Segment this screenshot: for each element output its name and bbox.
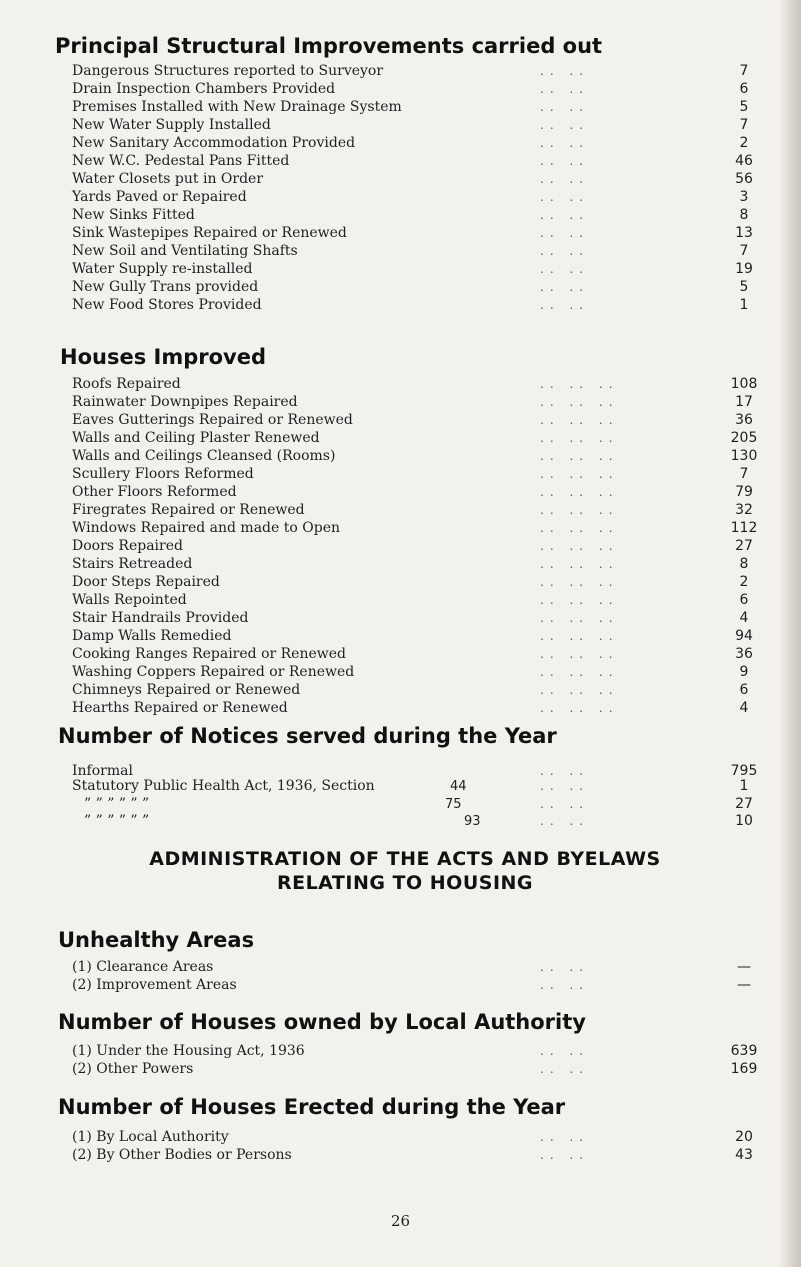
row-value: 27 bbox=[735, 796, 753, 812]
row-label: Scullery Floors Reformed bbox=[72, 466, 254, 482]
houses-row bbox=[0, 483, 801, 502]
structural-row bbox=[0, 152, 801, 171]
unhealthy-row bbox=[0, 976, 801, 995]
erected-row bbox=[0, 1146, 801, 1165]
houses-row bbox=[0, 681, 801, 700]
row-label: (1) Clearance Areas bbox=[72, 959, 214, 975]
row-value: 639 bbox=[730, 1043, 758, 1059]
row-label: Yards Paved or Repaired bbox=[72, 189, 247, 205]
structural-row bbox=[0, 224, 801, 243]
row-label: Sink Wastepipes Repaired or Renewed bbox=[72, 225, 347, 241]
unhealthy-row bbox=[0, 958, 801, 977]
row-value: 6 bbox=[739, 81, 749, 97]
houses-row bbox=[0, 591, 801, 610]
houses-row bbox=[0, 555, 801, 574]
structural-row bbox=[0, 116, 801, 135]
leader-dots: .. .. bbox=[540, 298, 590, 312]
row-value: 7 bbox=[739, 243, 749, 259]
houses-row bbox=[0, 519, 801, 538]
row-value: 4 bbox=[739, 610, 749, 626]
row-value: — bbox=[737, 977, 751, 993]
leader-dots: .. .. .. bbox=[540, 683, 619, 697]
row-label: New Water Supply Installed bbox=[72, 117, 271, 133]
row-label: New Sinks Fitted bbox=[72, 207, 195, 223]
row-value: 2 bbox=[739, 574, 749, 590]
leader-dots: .. .. .. bbox=[540, 539, 619, 553]
row-label: (1) Under the Housing Act, 1936 bbox=[72, 1043, 305, 1059]
leader-dots: .. .. bbox=[540, 280, 590, 294]
leader-dots: .. .. bbox=[540, 1130, 590, 1144]
leader-dots: .. .. .. bbox=[540, 485, 619, 499]
leader-dots: .. .. bbox=[540, 190, 590, 204]
owned-row bbox=[0, 1060, 801, 1079]
leader-dots: .. .. bbox=[540, 1062, 590, 1076]
row-value: 130 bbox=[730, 448, 758, 464]
row-label: Premises Installed with New Drainage System bbox=[72, 99, 402, 115]
administration-heading-line1: ADMINISTRATION OF THE ACTS AND BYELAWS bbox=[149, 848, 661, 870]
row-label: (1) By Local Authority bbox=[72, 1129, 229, 1145]
leader-dots: .. .. .. bbox=[540, 665, 619, 679]
leader-dots: .. .. .. bbox=[540, 557, 619, 571]
leader-dots: .. .. bbox=[540, 64, 590, 78]
houses-row bbox=[0, 447, 801, 466]
row-label: Washing Coppers Repaired or Renewed bbox=[72, 664, 355, 680]
leader-dots: .. .. .. bbox=[540, 575, 619, 589]
leader-dots: .. .. bbox=[540, 779, 590, 793]
erected-row bbox=[0, 1128, 801, 1147]
row-value: 6 bbox=[739, 682, 749, 698]
row-value: 27 bbox=[735, 538, 753, 554]
row-value: 36 bbox=[735, 412, 753, 428]
erected-heading: Number of Houses Erected during the Year bbox=[58, 1095, 566, 1119]
leader-dots: .. .. bbox=[540, 764, 590, 778]
row-value: 8 bbox=[739, 207, 749, 223]
row-label: Firegrates Repaired or Renewed bbox=[72, 502, 305, 518]
row-label: Stairs Retreaded bbox=[72, 556, 193, 572]
row-value: 205 bbox=[730, 430, 758, 446]
structural-row bbox=[0, 134, 801, 153]
structural-row bbox=[0, 188, 801, 207]
leader-dots: .. .. bbox=[540, 172, 590, 186]
structural-row bbox=[0, 260, 801, 279]
row-value: 1 bbox=[739, 297, 749, 313]
row-value: 20 bbox=[735, 1129, 753, 1145]
row-label: Walls and Ceiling Plaster Renewed bbox=[72, 430, 320, 446]
row-value: 7 bbox=[739, 466, 749, 482]
leader-dots: .. .. bbox=[540, 154, 590, 168]
row-label: New Food Stores Provided bbox=[72, 297, 262, 313]
row-value: 7 bbox=[739, 117, 749, 133]
structural-row bbox=[0, 62, 801, 81]
row-label: Eaves Gutterings Repaired or Renewed bbox=[72, 412, 353, 428]
row-value: 9 bbox=[739, 664, 749, 680]
leader-dots: .. .. bbox=[540, 960, 590, 974]
row-value: 2 bbox=[739, 135, 749, 151]
owned-row bbox=[0, 1042, 801, 1061]
leader-dots: .. .. .. bbox=[540, 521, 619, 535]
houses-row bbox=[0, 663, 801, 682]
row-label: Doors Repaired bbox=[72, 538, 183, 554]
row-value: 13 bbox=[735, 225, 753, 241]
row-label: Informal bbox=[72, 763, 133, 779]
ditto-marks: ” ” ” ” ” ” bbox=[84, 813, 150, 829]
section-number: 75 bbox=[445, 797, 462, 812]
notices-row-93 bbox=[0, 812, 801, 831]
leader-dots: .. .. bbox=[540, 226, 590, 240]
row-value: 19 bbox=[735, 261, 753, 277]
structural-row bbox=[0, 170, 801, 189]
leader-dots: .. .. bbox=[540, 797, 590, 811]
row-label: Walls Repointed bbox=[72, 592, 187, 608]
structural-heading: Principal Structural Improvements carried out bbox=[55, 34, 603, 58]
houses-row bbox=[0, 429, 801, 448]
leader-dots: .. .. bbox=[540, 118, 590, 132]
leader-dots: .. .. bbox=[540, 262, 590, 276]
row-label: Rainwater Downpipes Repaired bbox=[72, 394, 298, 410]
leader-dots: .. .. .. bbox=[540, 377, 619, 391]
row-label: Water Closets put in Order bbox=[72, 171, 264, 187]
row-label: Statutory Public Health Act, 1936, Section bbox=[72, 778, 375, 794]
row-value: 10 bbox=[735, 813, 753, 829]
leader-dots: .. .. .. bbox=[540, 611, 619, 625]
row-label: Windows Repaired and made to Open bbox=[72, 520, 340, 536]
row-value: 7 bbox=[739, 63, 749, 79]
row-value: 795 bbox=[730, 763, 758, 779]
row-label: (2) Improvement Areas bbox=[72, 977, 237, 993]
leader-dots: .. .. .. bbox=[540, 413, 619, 427]
leader-dots: .. .. .. bbox=[540, 467, 619, 481]
leader-dots: .. .. bbox=[540, 978, 590, 992]
row-label: Chimneys Repaired or Renewed bbox=[72, 682, 301, 698]
administration-heading-line2: RELATING TO HOUSING bbox=[276, 872, 534, 894]
row-label: Damp Walls Remedied bbox=[72, 628, 232, 644]
row-value: 5 bbox=[739, 99, 749, 115]
leader-dots: .. .. .. bbox=[540, 395, 619, 409]
row-label: (2) Other Powers bbox=[72, 1061, 194, 1077]
row-value: 5 bbox=[739, 279, 749, 295]
row-value: 56 bbox=[735, 171, 753, 187]
row-value: — bbox=[737, 959, 751, 975]
row-label: New W.C. Pedestal Pans Fitted bbox=[72, 153, 290, 169]
structural-row bbox=[0, 80, 801, 99]
houses-row bbox=[0, 393, 801, 412]
houses-row bbox=[0, 537, 801, 556]
leader-dots: .. .. .. bbox=[540, 701, 619, 715]
row-value: 108 bbox=[730, 376, 758, 392]
notices-row-statutory bbox=[0, 777, 801, 796]
row-label: (2) By Other Bodies or Persons bbox=[72, 1147, 292, 1163]
row-label: Dangerous Structures reported to Surveyor bbox=[72, 63, 384, 79]
row-label: Water Supply re-installed bbox=[72, 261, 253, 277]
row-label: Cooking Ranges Repaired or Renewed bbox=[72, 646, 346, 662]
section-number: 44 bbox=[450, 779, 467, 794]
row-value: 43 bbox=[735, 1147, 753, 1163]
row-value: 17 bbox=[735, 394, 753, 410]
row-label: New Soil and Ventilating Shafts bbox=[72, 243, 298, 259]
unhealthy-heading: Unhealthy Areas bbox=[58, 928, 255, 952]
leader-dots: .. .. bbox=[540, 208, 590, 222]
row-label: Drain Inspection Chambers Provided bbox=[72, 81, 336, 97]
row-value: 1 bbox=[739, 778, 749, 794]
row-label: Door Steps Repaired bbox=[72, 574, 220, 590]
page-number: 26 bbox=[390, 1212, 411, 1230]
structural-row bbox=[0, 98, 801, 117]
leader-dots: .. .. bbox=[540, 100, 590, 114]
leader-dots: .. .. bbox=[540, 814, 590, 828]
row-value: 4 bbox=[739, 700, 749, 716]
row-value: 46 bbox=[735, 153, 753, 169]
structural-row bbox=[0, 242, 801, 261]
houses-row bbox=[0, 627, 801, 646]
houses-row bbox=[0, 465, 801, 484]
houses-row bbox=[0, 411, 801, 430]
houses-row bbox=[0, 375, 801, 394]
leader-dots: .. .. .. bbox=[540, 449, 619, 463]
houses-row bbox=[0, 609, 801, 628]
houses-row bbox=[0, 699, 801, 718]
row-label: New Gully Trans provided bbox=[72, 279, 259, 295]
row-label: Other Floors Reformed bbox=[72, 484, 237, 500]
leader-dots: .. .. .. bbox=[540, 647, 619, 661]
row-value: 8 bbox=[739, 556, 749, 572]
ditto-marks: ” ” ” ” ” ” bbox=[84, 796, 150, 812]
row-label: Roofs Repaired bbox=[72, 376, 181, 392]
houses-row bbox=[0, 645, 801, 664]
row-label: Hearths Repaired or Renewed bbox=[72, 700, 288, 716]
leader-dots: .. .. .. bbox=[540, 593, 619, 607]
row-value: 169 bbox=[730, 1061, 758, 1077]
section-number: 93 bbox=[464, 814, 481, 829]
leader-dots: .. .. .. bbox=[540, 629, 619, 643]
row-label: New Sanitary Accommodation Provided bbox=[72, 135, 356, 151]
leader-dots: .. .. bbox=[540, 136, 590, 150]
houses-row bbox=[0, 573, 801, 592]
leader-dots: .. .. bbox=[540, 1044, 590, 1058]
leader-dots: .. .. bbox=[540, 244, 590, 258]
leader-dots: .. .. .. bbox=[540, 431, 619, 445]
leader-dots: .. .. .. bbox=[540, 503, 619, 517]
row-value: 36 bbox=[735, 646, 753, 662]
row-value: 94 bbox=[735, 628, 753, 644]
row-value: 32 bbox=[735, 502, 753, 518]
structural-row bbox=[0, 278, 801, 297]
leader-dots: .. .. bbox=[540, 1148, 590, 1162]
structural-row bbox=[0, 296, 801, 315]
houses-row bbox=[0, 501, 801, 520]
structural-row bbox=[0, 206, 801, 225]
row-value: 79 bbox=[735, 484, 753, 500]
row-value: 112 bbox=[730, 520, 758, 536]
row-value: 6 bbox=[739, 592, 749, 608]
row-value: 3 bbox=[739, 189, 749, 205]
row-label: Walls and Ceilings Cleansed (Rooms) bbox=[72, 448, 336, 464]
row-label: Stair Handrails Provided bbox=[72, 610, 249, 626]
leader-dots: .. .. bbox=[540, 82, 590, 96]
houses-heading: Houses Improved bbox=[60, 345, 266, 369]
notices-heading: Number of Notices served during the Year bbox=[58, 724, 557, 748]
owned-heading: Number of Houses owned by Local Authority bbox=[58, 1010, 586, 1034]
